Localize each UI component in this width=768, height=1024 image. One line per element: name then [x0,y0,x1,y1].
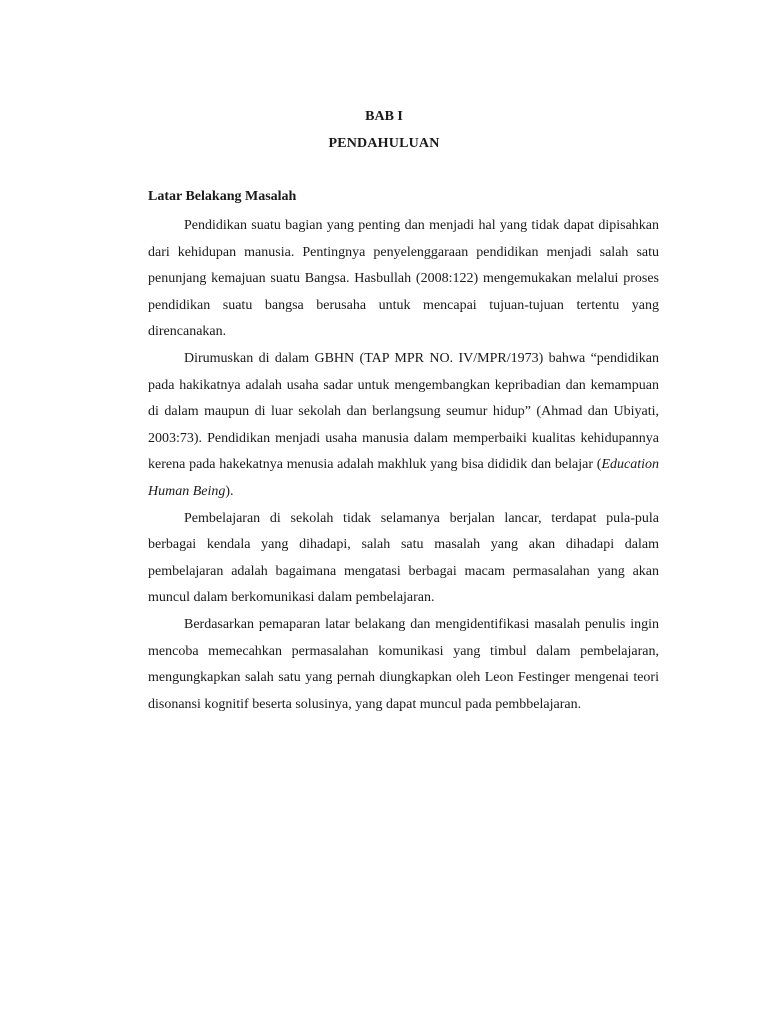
paragraph-2 [148,346,659,506]
paragraph-2-closing: ). [225,483,234,499]
body-text [148,213,659,718]
paragraph-3: Pembelajaran di sekolah tidak selamanya berjalan lancar, terdapat pula-pula berbagai kendala yang dihadapi, salah satu masalah yang akan dihadapi dalam pembelajaran adalah bagaimana mengatasi berbagai macam permasalahan yang akan muncul dalam berkomunikasi dalam pembelajaran. [148,510,659,606]
chapter-number: BAB I [365,109,403,124]
chapter-title: PENDAHULUAN [328,136,440,151]
paragraph-2-italic-term: Education Human Being [148,457,659,499]
paragraph-4: Berdasarkan pemaparan latar belakang dan mengidentifikasi masalah penulis ingin mencoba memecahkan permasalahan komunikasi yang timbul dalam pembelajaran, mengungkapkan salah satu yang pernah diungkapkan oleh Leon Festinger mengenai teori disonansi kognitif beserta solusinya, yang dapat muncul pada pembbelajaran. [148,616,659,712]
paragraph-2-text: Dirumuskan di dalam GBHN (TAP MPR NO. IV/MPR/1973) bahwa “pendidikan pada hakikatnya adalah usaha sadar untuk mengembangkan kepribadian dan kemampuan di dalam maupun di luar sekolah dan berlangsung seumur hidup” (Ahmad dan Ubiyati, 2003:73). Pendidikan menjadi usaha manusia dalam memperbaiki kualitas kehidupannya kerena pada hakekatnya menusia adalah makhluk yang bisa dididik dan belajar ( [148,350,659,473]
section-heading: Latar Belakang Masalah [148,189,297,204]
paragraph-1: Pendidikan suatu bagian yang penting dan menjadi hal yang tidak dapat dipisahkan dari kehidupan manusia. Pentingnya penyelenggaraan pendidikan menjadi salah satu penunjang kemajuan suatu Bangsa. Hasbullah (2008:122) mengemukakan melalui proses pendidikan suatu bangsa berusaha untuk mencapai tujuan-tujuan tertentu yang direncanakan. [148,218,659,340]
